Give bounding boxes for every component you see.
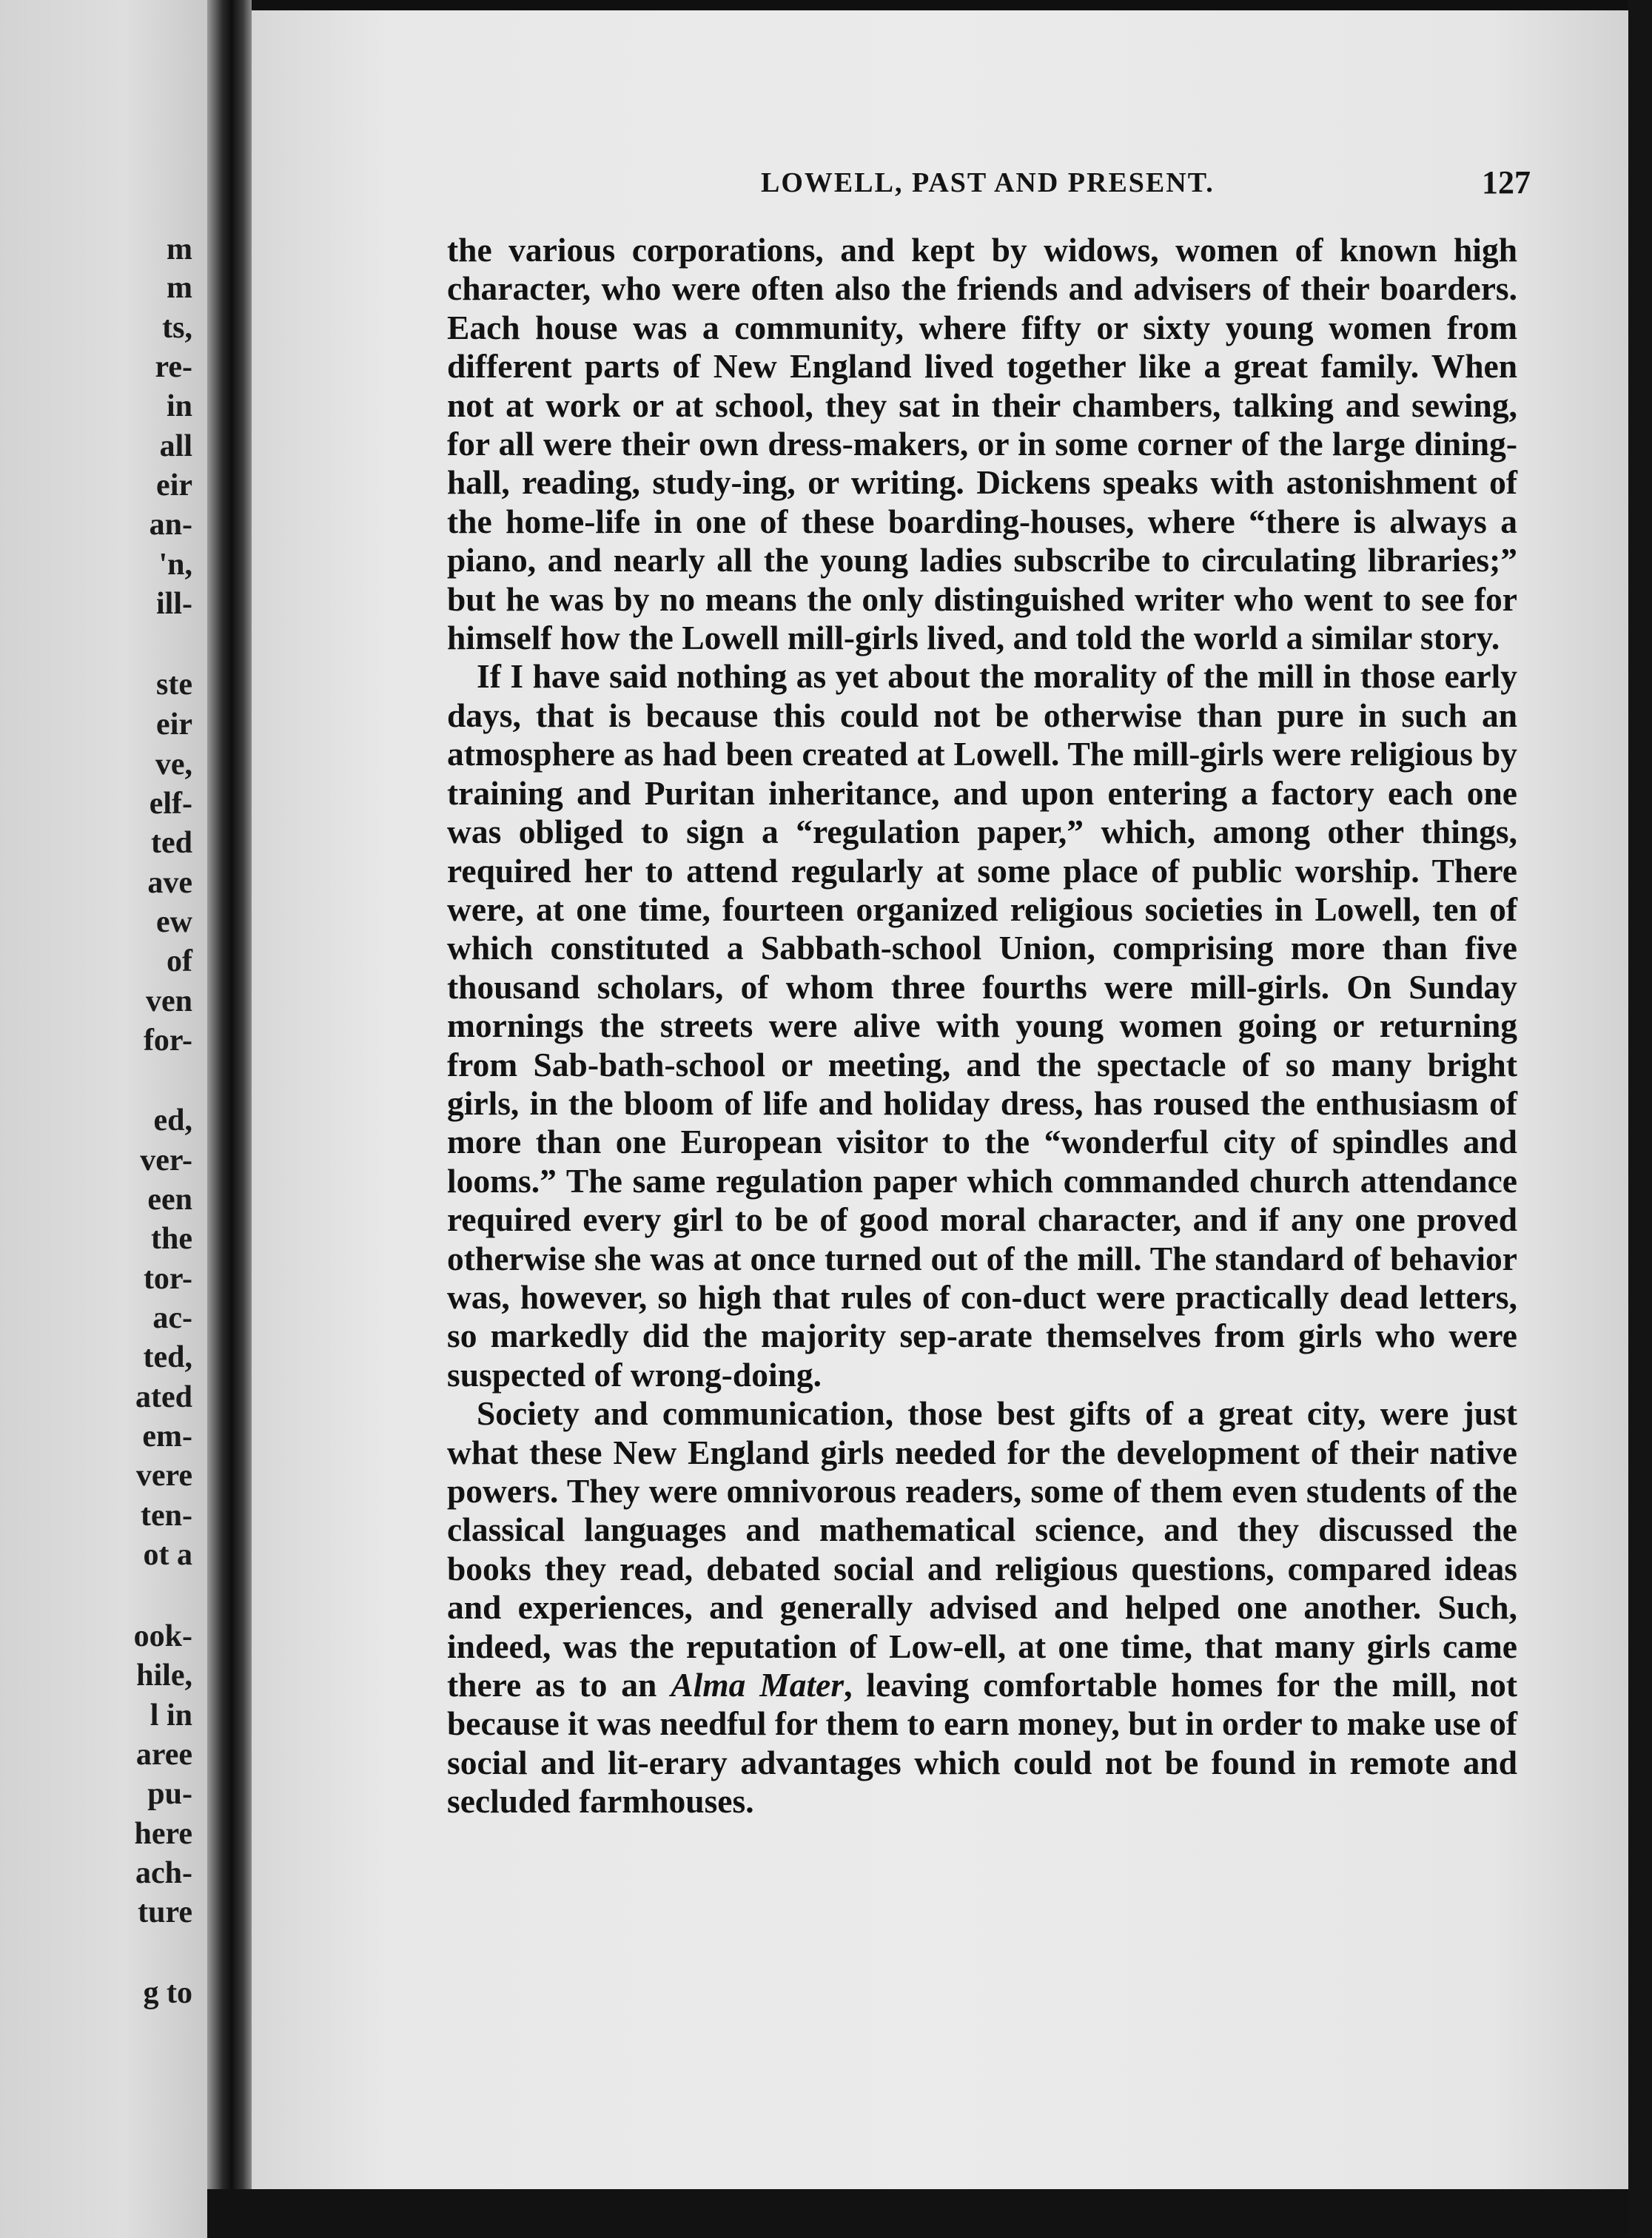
left-page-fragment: elf-	[149, 787, 192, 821]
left-page-fragment: ve,	[155, 747, 192, 782]
scan-border-bottom	[207, 2189, 1652, 2238]
left-page-fragment: ten-	[141, 1499, 192, 1533]
left-page-fragment: for-	[143, 1024, 192, 1058]
left-page-fragment: 'n,	[158, 548, 192, 582]
left-page-fragment: ture	[138, 1895, 192, 1929]
left-page-fragment: ave	[147, 866, 192, 900]
running-head: LOWELL, PAST AND PRESENT.	[761, 167, 1215, 198]
left-page-fragment: ven	[146, 984, 192, 1018]
left-page-fragment: ted,	[143, 1340, 192, 1374]
text-run: If I have said nothing as yet about the morality of the mill in those early days, that is because this could not be otherwise than pure in such an atmosphere as had been created at Lowell. The mill-girls were religious by training and Puritan inheritance, and upon entering a factory each one was obliged to sign a “regulation paper,” which, among other things, required her to attend regularly at some place of public worship. There were, at one time, fourteen organized religious societies in Lowell, ten of which constituted a Sabbath-school Union, comprising more than five thousand scholars, of whom three fourths were mill-girls. On Sunday mornings the streets were alive with young women going or returning from Sab-bath-school or meeting, and the spectacle of so many bright girls, in the bloom of life and holiday dress, has roused the enthusiasm of more than one European visitor to the “wonderful city of spindles and looms.” The same regulation paper which commanded church attendance required every girl to be of good moral character, and if any one proved otherwise she was at once turned out of the mill. The standard of behavior was, however, so high that rules of con-duct were practically dead letters, so markedly did the majority sep-arate themselves from girls who were suspected of wrong-doing.	[447, 657, 1517, 1394]
left-page-fragment: here	[134, 1817, 192, 1851]
paragraph	[447, 231, 1517, 657]
left-page-fragment: hile,	[136, 1659, 192, 1693]
paragraph	[447, 657, 1517, 1394]
left-page-fragment: tor-	[143, 1262, 192, 1296]
italic-phrase: Alma Mater	[671, 1666, 845, 1704]
paragraph	[447, 1394, 1517, 1821]
left-page-fragment: ste	[156, 668, 192, 702]
left-page-fragment: ted	[151, 826, 192, 860]
left-page-fragment: een	[147, 1183, 192, 1217]
text-run: the various corporations, and kept by widows, women of known high character, who were often also the friends and advisers of their boarders. Each house was a community, where fifty or sixty young women from different parts of New England lived together like a great family. When not at work or at school, they sat in their chambers, talking and sewing, for all were their own dress-makers, or in some corner of the large dining-hall, reading, study-ing, or writing. Dickens speaks with astonishment of the home-life in one of these boarding-houses, where “there is always a piano, and nearly all the young ladies subscribe to circulating libraries;” but he was by no means the only distinguished writer who went to see for himself how the Lowell mill-girls lived, and told the world a similar story.	[447, 231, 1517, 657]
left-page-fragment: vere	[135, 1459, 192, 1493]
left-page-fragment: pu-	[147, 1777, 192, 1811]
left-page-fragment: ated	[135, 1380, 192, 1414]
body-text	[447, 231, 1517, 1821]
left-page-fragment: in	[166, 389, 192, 423]
page-header	[761, 164, 1531, 211]
left-page-fragment: l in	[150, 1698, 192, 1733]
left-page-fragment: an-	[149, 508, 192, 542]
scan-border-right	[1628, 0, 1652, 2238]
left-page-fragment: ed,	[153, 1103, 192, 1138]
left-page-fragment: ook-	[133, 1619, 192, 1653]
left-page-fragment: ach-	[135, 1856, 192, 1890]
left-page-fragment: ts,	[162, 311, 192, 345]
left-page-fragment: ac-	[152, 1301, 192, 1335]
left-page-fragment: the	[151, 1222, 192, 1256]
left-page-fragment: all	[159, 429, 192, 463]
left-page-fragment: aree	[135, 1738, 192, 1772]
left-page-fragment: of	[167, 944, 192, 978]
left-page-fragment: re-	[155, 350, 192, 384]
left-page-fragment: em-	[142, 1419, 192, 1454]
left-page-fragment: m	[167, 271, 192, 305]
left-page-fragment: ew	[156, 905, 192, 939]
left-page-fragment: g to	[143, 1976, 192, 2010]
left-page-fragment: ver-	[140, 1143, 192, 1177]
left-page-edge	[0, 0, 207, 2238]
left-page-fragment: eir	[156, 468, 192, 503]
left-page-fragment: ill-	[156, 587, 192, 621]
left-page-fragment: m	[167, 232, 192, 266]
left-page-fragment: ot a	[143, 1538, 192, 1572]
left-page-fragment: eir	[156, 708, 192, 742]
text-run: Society and communication, those best gifts of a great city, were just what these New England girls needed for the development of their native powers. They were omnivorous readers, some of them even students of the classical languages and mathematical science, and they discussed the books they read, debated social and religious questions, compared ideas and experiences, and generally advised and helped one another. Such, indeed, was the reputation of Low-ell, at one time, that many girls came there as to an	[447, 1394, 1517, 1704]
text-run: , leaving comfortable homes for the mill, not because it was needful for them to earn money, but in order to make use of social and lit-erary advantages which could not be found in remote and secluded farmhouses.	[447, 1666, 1517, 1821]
book-gutter	[207, 0, 252, 2238]
page-number: 127	[1482, 164, 1531, 201]
